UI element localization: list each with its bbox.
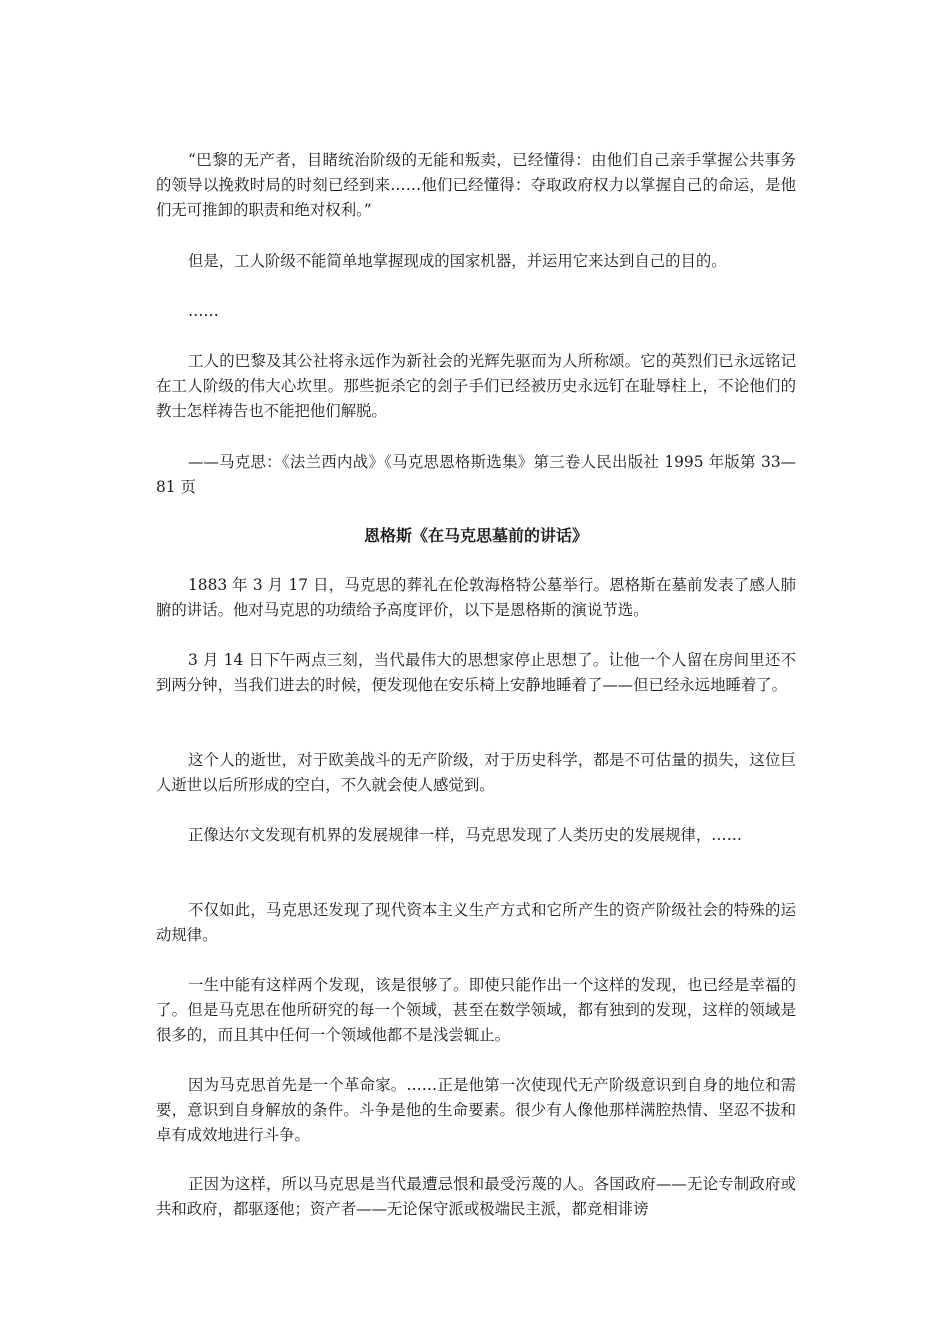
paragraph-source-citation: ——马克思：《法兰西内战》《马克思恩格斯选集》第三卷人民出版社 1995 年版第 33—81 页: [156, 453, 796, 496]
paragraph-state-machinery: 但是，工人阶级不能简单地掌握现成的国家机器，并运用它来达到自己的目的。: [188, 252, 727, 270]
paragraph-capitalist-laws: 不仅如此，马克思还发现了现代资本主义生产方式和它所产生的资产阶级社会的特殊的运动规律。: [156, 901, 796, 944]
paragraph-ellipsis: ……: [188, 302, 219, 320]
paragraph-paris-commune-praise: 工人的巴黎及其公社将永远作为新社会的光辉先驱而为人所称颂。它的英烈们已永远铭记在工人阶级的伟大心坎里。那些扼杀它的刽子手们已经被历史永远钉在耻辱柱上，不论他们的教士怎样祷告也不能把他们解脱。: [156, 352, 796, 420]
paragraph-revolutionary: 因为马克思首先是一个革命家。……正是他第一次使现代无产阶级意识到自身的地位和需要，意识到自身解放的条件。斗争是他的生命要素。很少有人像他那样满腔热情、坚忍不拔和卓有成效地进行斗争。: [156, 1076, 796, 1144]
paragraph-darwin-comparison: 正像达尔文发现有机界的发展规律一样，马克思发现了人类历史的发展规律，……: [188, 826, 743, 844]
paragraph-most-hated: 正因为这样，所以马克思是当代最遭忌恨和最受污蔑的人。各国政府——无论专制政府或共和政府，都驱逐他；资产者——无论保守派或极端民主派，都竞相诽谤: [156, 1175, 796, 1218]
paragraph-loss: 这个人的逝世，对于欧美战斗的无产阶级，对于历史科学，都是不可估量的损失，这位巨人逝世以后所形成的空白，不久就会使人感觉到。: [156, 751, 796, 794]
section-title: 恩格斯《在马克思墓前的讲话》: [363, 526, 588, 545]
paragraph-funeral-intro: 1883 年 3 月 17 日，马克思的葬礼在伦敦海格特公墓举行。恩格斯在墓前发表了感人肺腑的讲话。他对马克思的功绩给予高度评价，以下是恩格斯的演说节选。: [156, 576, 796, 619]
paragraph-march-14: 3 月 14 日下午两点三刻，当代最伟大的思想家停止思想了。让他一个人留在房间里还不到两分钟，当我们进去的时候，便发现他在安乐椅上安静地睡着了——但已经永远地睡着了。: [156, 651, 796, 694]
paragraph-two-discoveries: 一生中能有这样两个发现，该是很够了。即使只能作出一个这样的发现，也已经是幸福的了。但是马克思在他所研究的每一个领域，甚至在数学领域，都有独到的发现，这样的领域是很多的，而且其中任何一个领域他都不是浅尝辄止。: [156, 976, 796, 1044]
paragraph-paris-proletarians-quote: “巴黎的无产者，目睹统治阶级的无能和叛卖，已经懂得：由他们自己亲手掌握公共事务的领导以挽救时局的时刻已经到来……他们已经懂得：夺取政府权力以掌握自己的命运，是他们无可推卸的职责和绝对权利。”: [156, 151, 796, 219]
